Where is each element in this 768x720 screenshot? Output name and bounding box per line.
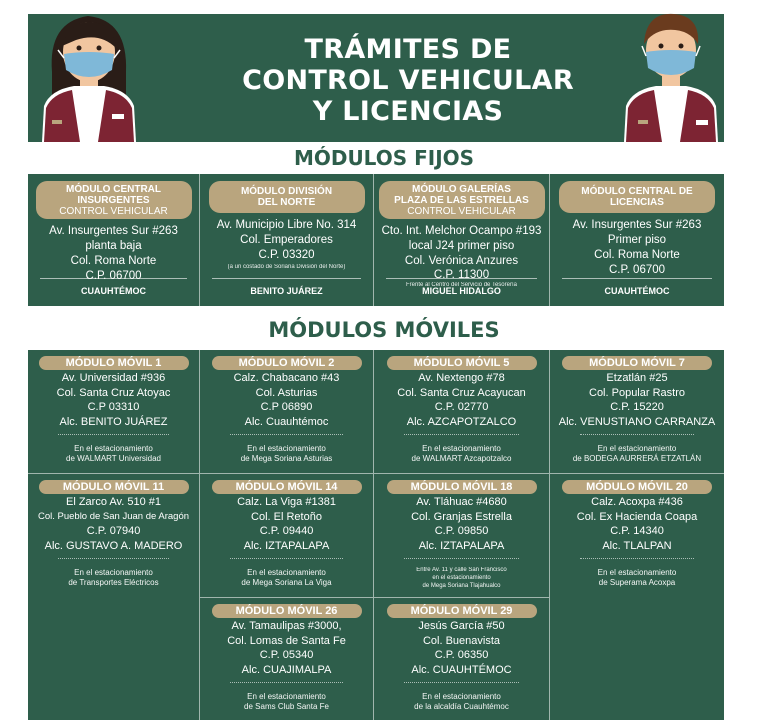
address-line: El Zarco Av. 510 #1 (66, 496, 161, 508)
address-line: C.P. 06350 (434, 649, 489, 661)
badge-line: MÓDULO CENTRAL (66, 184, 161, 195)
address-line: Col. Santa Cruz Acayucan (397, 386, 526, 399)
module-badge: MÓDULO MÓVIL 2 (212, 356, 362, 370)
mobile-module-card (200, 350, 374, 474)
address-line: C.P. 03320 (258, 249, 315, 261)
module-alcaldia: BENITO JUÁREZ (250, 286, 323, 296)
module-badge (36, 181, 192, 219)
address-line: local J24 primer piso (408, 240, 515, 252)
address-line: Av. Nextengo #78 (418, 372, 505, 384)
address-line: Av. Municipio Libre No. 314 (216, 219, 357, 231)
badge-subtitle: CONTROL VEHICULAR (59, 206, 168, 217)
address-line: C.P. 05340 (259, 649, 314, 661)
divider (404, 434, 519, 435)
address-line: Av. Universidad #936 (61, 372, 166, 384)
address-line: Etzatlán #25 (606, 372, 668, 384)
address-line: C.P. 09850 (434, 525, 489, 537)
address-line: Av. Insurgentes Sur #263 (49, 225, 178, 237)
address-line: Col. Pueblo de San Juan de Aragón (37, 510, 190, 522)
note-line: de Sams Club Santa Fe (244, 702, 329, 711)
location-note (554, 568, 720, 588)
badge-line: MÓDULO CENTRAL DE (581, 186, 693, 197)
divider (230, 682, 343, 683)
address-line: Av. Tamaulipas #3000, (231, 620, 342, 632)
note-line: de la alcaldía Cuauhtémoc (414, 702, 509, 711)
location-note (204, 444, 369, 464)
address-line: C.P. 14340 (610, 525, 664, 537)
address-line: C.P 06890 (260, 401, 313, 413)
divider (404, 682, 519, 683)
note-line: de Mega Soriana La Viga (241, 578, 332, 587)
mobile-module-card (550, 350, 724, 474)
address-line: C.P. 06700 (85, 270, 142, 282)
address-line: Alc. Cuauhtémoc (244, 415, 329, 428)
address-note: (a un costado de Soriana División del Norte) (227, 264, 346, 270)
address-line: Col. Verónica Anzures (404, 255, 519, 267)
man-staff-mask-icon (612, 2, 732, 142)
address-line: Col. Roma Norte (594, 249, 680, 261)
mobile-modules-panel (28, 350, 724, 720)
note-line: de Transportes Eléctricos (68, 578, 159, 587)
address-line: Col. Roma Norte (70, 255, 157, 267)
module-address (200, 495, 373, 553)
module-alcaldia: MIGUEL HIDALGO (422, 286, 501, 296)
module-address (28, 371, 199, 429)
badge-subtitle: CONTROL VEHICULAR (407, 206, 516, 217)
note-line: Entre Av. 11 y calle San Francisco (416, 567, 507, 573)
mobile-module-card (28, 350, 200, 474)
page-title (188, 34, 628, 127)
module-badge: MÓDULO MÓVIL 11 (39, 480, 189, 494)
mobile-module-card (200, 598, 374, 720)
module-alcaldia: CUAUHTÉMOC (81, 286, 146, 296)
note-line: En el estacionamiento (247, 444, 326, 453)
divider (562, 278, 712, 279)
mobile-module-card (374, 598, 550, 720)
location-note (32, 444, 195, 464)
divider (404, 558, 519, 559)
module-badge (209, 181, 365, 213)
address-line: Col. Lomas de Santa Fe (227, 634, 346, 647)
divider (386, 278, 537, 279)
address-line: Cto. Int. Melchor Ocampo #193 (381, 225, 542, 237)
fixed-modules-title: MÓDULOS FIJOS (293, 146, 475, 170)
note-line: de BODEGA AURRERÁ ETZATLÁN (572, 454, 702, 463)
address-line: Col. Ex Hacienda Coapa (576, 510, 698, 523)
module-address (200, 218, 373, 271)
module-badge: MÓDULO MÓVIL 26 (212, 604, 362, 618)
module-badge: MÓDULO MÓVIL 7 (562, 356, 712, 370)
note-line: En el estacionamiento (247, 692, 326, 701)
divider (212, 278, 361, 279)
module-badge: MÓDULO MÓVIL 1 (39, 356, 189, 370)
module-badge: MÓDULO MÓVIL 14 (212, 480, 362, 494)
address-line: C.P. 06700 (608, 264, 666, 276)
address-line: Col. Santa Cruz Atoyac (56, 386, 171, 399)
module-badge (559, 181, 715, 213)
module-alcaldia: CUAUHTÉMOC (604, 286, 670, 296)
module-address (200, 619, 373, 677)
address-line: Calz. Acoxpa #436 (591, 496, 683, 508)
module-address (28, 224, 199, 284)
address-line: Jesús García #50 (418, 620, 505, 632)
address-line: Av. Tláhuac #4680 (416, 496, 507, 508)
address-line: Alc. IZTAPALAPA (418, 539, 505, 552)
note-line: En el estacionamiento (422, 692, 501, 701)
module-address (374, 495, 549, 553)
badge-line: MÓDULO DIVISIÓN (240, 186, 333, 197)
location-note (554, 444, 720, 464)
badge-line: PLAZA DE LAS ESTRELLAS (394, 195, 529, 206)
address-line: Alc. TLALPAN (602, 539, 672, 552)
module-address (374, 371, 549, 429)
mobile-modules-title: MÓDULOS MÓVILES (268, 318, 500, 342)
mobile-module-card (374, 350, 550, 474)
module-address (28, 495, 199, 553)
title-line-1: TRÁMITES DE (304, 34, 512, 65)
address-line: Calz. La Viga #1381 (237, 496, 336, 508)
address-line: C.P. 02770 (434, 401, 489, 413)
address-line: C.P 03310 (87, 401, 140, 413)
location-note (204, 692, 369, 712)
divider (230, 434, 343, 435)
badge-line: INSURGENTES (77, 195, 150, 206)
address-line: Col. El Retoño (251, 510, 322, 523)
address-line: planta baja (85, 240, 142, 252)
address-line: Col. Emperadores (240, 234, 333, 246)
location-note (378, 566, 545, 590)
address-line: Alc. IZTAPALAPA (243, 539, 330, 552)
address-line: C.P. 07940 (86, 525, 141, 537)
note-line: En el estacionamiento (422, 444, 501, 453)
address-line: Calz. Chabacano #43 (233, 372, 340, 384)
fixed-module-card (374, 174, 550, 306)
note-line: de Mega Soriana Tlajahualco (422, 583, 501, 589)
divider (230, 558, 343, 559)
mobile-module-card (28, 474, 200, 720)
address-line: Alc. BENITO JUÁREZ (59, 415, 168, 428)
module-address (374, 224, 549, 289)
note-line: de Superama Acoxpa (598, 578, 676, 587)
divider (580, 434, 694, 435)
note-line: En el estacionamiento (597, 444, 677, 453)
fixed-module-card (550, 174, 724, 306)
address-line: C.P. 15220 (610, 401, 664, 413)
title-line-3: Y LICENCIAS (312, 96, 504, 127)
address-line: Col. Buenavista (422, 634, 501, 647)
note-line: En el estacionamiento (247, 568, 326, 577)
woman-staff-mask-icon (30, 2, 150, 142)
location-note (32, 568, 195, 588)
module-badge: MÓDULO MÓVIL 5 (387, 356, 537, 370)
location-note (378, 692, 545, 712)
note-line: En el estacionamiento (74, 568, 153, 577)
address-line: Col. Granjas Estrella (411, 510, 512, 523)
module-badge: MÓDULO MÓVIL 20 (562, 480, 712, 494)
module-address (550, 495, 724, 553)
module-address (550, 218, 724, 278)
address-note: Frente al Centro del Servicio de Tesorería (406, 282, 517, 288)
fixed-modules-panel (28, 174, 724, 306)
note-line: de WALMART Universidad (66, 454, 161, 463)
divider (58, 434, 169, 435)
divider (40, 278, 187, 279)
mobile-module-card (550, 474, 724, 598)
note-line: de Mega Soriana Asturias (240, 454, 333, 463)
divider (58, 558, 169, 559)
mobile-module-card (200, 474, 374, 598)
address-line: Alc. CUAUHTÉMOC (411, 663, 512, 676)
note-line: En el estacionamiento (597, 568, 677, 577)
location-note (378, 444, 545, 464)
fixed-module-card (28, 174, 200, 306)
mobile-module-card (374, 474, 550, 598)
address-line: Primer piso (607, 234, 667, 246)
address-line: Alc. GUSTAVO A. MADERO (44, 539, 183, 552)
badge-line: MÓDULO GALERÍAS (412, 184, 511, 195)
address-line: Col. Popular Rastro (589, 386, 685, 399)
address-line: Alc. VENUSTIANO CARRANZA (558, 415, 716, 428)
note-line: En el estacionamiento (74, 444, 153, 453)
note-line: en el estacionamiento (432, 575, 491, 581)
address-line: C.P. 11300 (433, 269, 490, 281)
address-line: Alc. AZCAPOTZALCO (406, 415, 517, 428)
note-line: de WALMART Azcapotzalco (411, 454, 512, 463)
badge-line: LICENCIAS (610, 197, 664, 208)
address-line: Col. Asturias (255, 386, 318, 399)
module-badge: MÓDULO MÓVIL 18 (387, 480, 537, 494)
address-line: Alc. CUAJIMALPA (241, 663, 332, 676)
location-note (204, 568, 369, 588)
divider (580, 558, 694, 559)
module-badge: MÓDULO MÓVIL 29 (387, 604, 537, 618)
address-line: Av. Insurgentes Sur #263 (572, 219, 702, 231)
module-address (550, 371, 724, 429)
address-line: C.P. 09440 (259, 525, 314, 537)
fixed-module-card (200, 174, 374, 306)
module-badge (379, 181, 545, 219)
badge-line: DEL NORTE (257, 197, 316, 208)
title-line-2: CONTROL VEHICULAR (242, 65, 574, 96)
module-address (374, 619, 549, 677)
module-address (200, 371, 373, 429)
